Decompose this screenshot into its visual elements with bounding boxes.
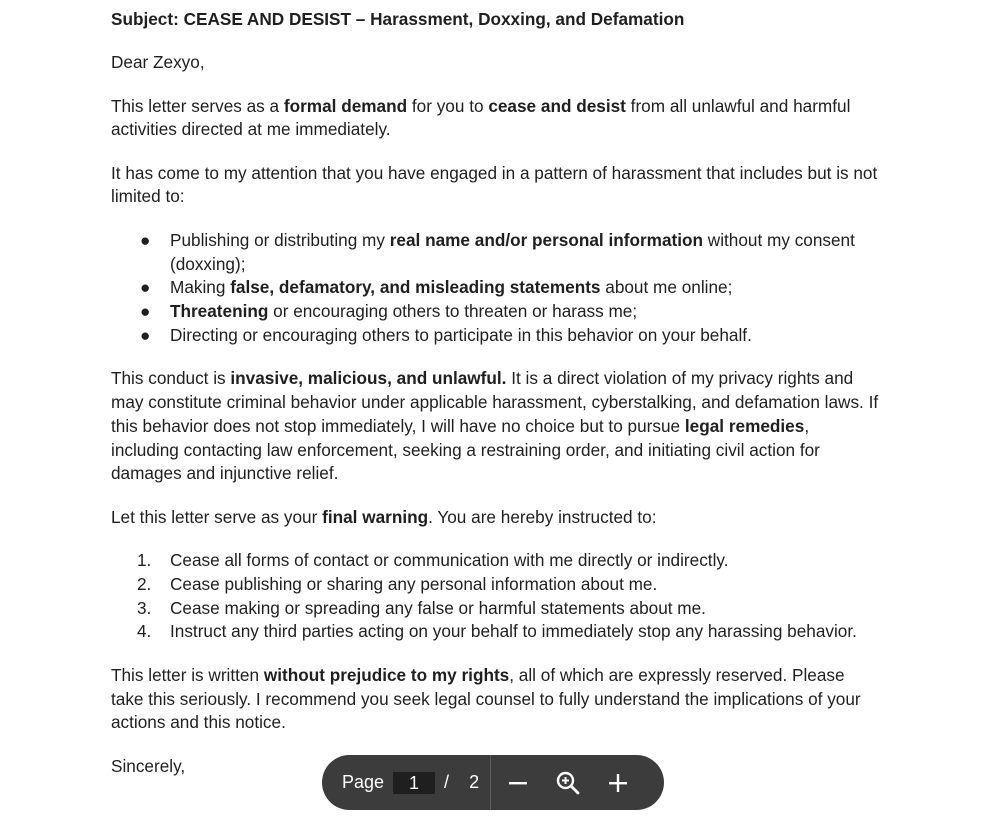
minus-icon [507, 772, 529, 794]
text-run: It is a direct violation of my privacy rights and may constitute criminal behavior under applicable harassment, cyberstalking, and defamation laws. If this behavior does not stop immediately, I will have no choice but to pursue [111, 368, 879, 436]
document-page [111, 8, 881, 778]
bold-text: without prejudice to my rights [263, 664, 510, 685]
paragraph-formal-demand [111, 95, 881, 143]
number-marker: 2. [137, 573, 152, 594]
list-item-text [170, 230, 855, 274]
list-item [111, 324, 881, 348]
list-item [111, 276, 881, 300]
page-indicator [322, 772, 490, 794]
text-run: . You are hereby instructed to: [428, 506, 657, 527]
harassment-list [111, 229, 881, 348]
text-run: from all unlawful and harmful activities directed at me immediately. [111, 95, 851, 140]
text-run: or encouraging others to threaten or harass me; [268, 301, 638, 322]
list-item-text [170, 598, 706, 618]
text-run: This letter is written [111, 664, 264, 685]
text-run: It has come to my attention that you have engaged in a pattern of harassment that includes but is not limited to: [111, 162, 878, 207]
bold-text: formal demand [283, 95, 408, 116]
paragraph-without-prejudice [111, 664, 881, 735]
plus-icon [607, 772, 629, 794]
letter-closing: Sincerely, [111, 755, 186, 776]
list-item [111, 620, 881, 644]
list-item [111, 573, 881, 597]
bold-text: false, defamatory, and misleading statements [230, 277, 601, 298]
paragraph-final-warning [111, 506, 881, 530]
bullet-marker: ● [140, 301, 151, 322]
page-label: Page [342, 772, 385, 792]
text-run: , including contacting law enforcement, seeking a restraining order, and initiating civil action for damages and injunctive relief. [111, 415, 820, 484]
bullet-marker: ● [140, 324, 151, 345]
number-marker: 1. [137, 550, 152, 571]
list-item [111, 229, 881, 277]
fit-zoom-button[interactable] [548, 763, 588, 803]
bold-text: invasive, malicious, and unlawful. [230, 368, 507, 389]
text-run: This letter serves as a [111, 95, 284, 116]
text-run: , all of which are expressly reserved. Please take this seriously. I recommend you seek legal counsel to fully understand the implications of your actions and this notice. [111, 664, 861, 733]
list-item-text [170, 574, 657, 594]
letter-greeting: Dear Zexyo, [111, 52, 205, 73]
bold-text: cease and desist [488, 95, 626, 116]
list-item [111, 597, 881, 621]
list-item [111, 300, 881, 324]
number-marker: 4. [137, 621, 152, 642]
text-run: Cease all forms of contact or communication with me directly or indirectly. [170, 550, 729, 571]
text-run: Cease publishing or sharing any personal information about me. [170, 573, 658, 594]
number-marker: 3. [137, 597, 152, 618]
list-item-text [170, 301, 637, 321]
paragraph-conduct [111, 367, 881, 486]
paragraph-attention [111, 162, 881, 210]
page-separator: / [444, 772, 450, 792]
magnifier-icon [555, 770, 581, 796]
page-number-input[interactable] [393, 772, 435, 794]
list-item-text [170, 325, 752, 345]
list-item-text [170, 621, 857, 641]
text-run: Let this letter serve as your [111, 506, 323, 527]
bold-text: real name and/or personal information [389, 229, 703, 250]
text-run: This conduct is [111, 368, 231, 389]
text-run: Publishing or distributing my [170, 229, 390, 250]
letter-subject: Subject: CEASE AND DESIST – Harassment, Doxxing, and Defamation [111, 9, 685, 29]
bold-text: Threatening [170, 301, 269, 322]
zoom-in-button[interactable] [598, 763, 638, 803]
bullet-marker: ● [140, 277, 151, 298]
zoom-controls [491, 763, 638, 803]
bold-text: final warning [322, 506, 429, 527]
bullet-marker: ● [140, 229, 151, 250]
text-run: Instruct any third parties acting on your behalf to immediately stop any harassing behavior. [170, 621, 857, 642]
pdf-viewer-toolbar [322, 755, 664, 810]
text-run: Directing or encouraging others to participate in this behavior on your behalf. [170, 324, 752, 345]
list-item [111, 549, 881, 573]
bold-text: legal remedies [684, 415, 805, 436]
text-run: about me online; [600, 277, 733, 298]
instructions-list [111, 549, 881, 644]
text-run: Making [170, 277, 231, 298]
text-run: for you to [407, 95, 489, 116]
list-item-text [170, 550, 728, 570]
text-run: Cease making or spreading any false or harmful statements about me. [170, 597, 706, 618]
zoom-out-button[interactable] [498, 763, 538, 803]
text-run: without my consent (doxxing); [170, 229, 855, 274]
page-total: 2 [469, 772, 480, 792]
list-item-text [170, 277, 732, 297]
